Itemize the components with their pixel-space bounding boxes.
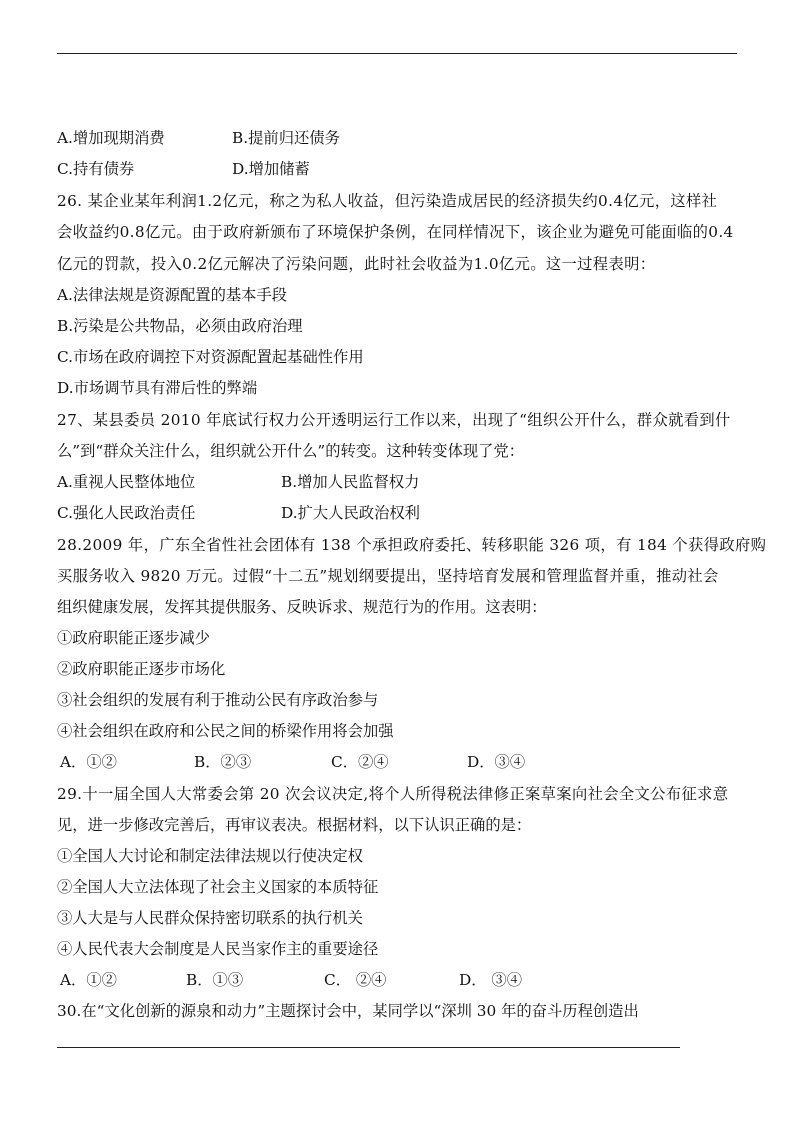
q26-option-a: A.法律法规是资源配置的基本手段: [57, 286, 288, 304]
q27-option-d: D.扩大人民政治权利: [281, 504, 420, 522]
q29-option-c: C． ②④: [324, 971, 387, 989]
q29-option-d: D． ③④: [459, 971, 523, 989]
q29-stem-line-2: 见，进一步修改完善后，再审议表决。根据材料，以下认识正确的是：: [57, 816, 532, 834]
q29-option-b: B．①③: [186, 971, 244, 989]
q28-statement-2: ②政府职能正逐步市场化: [57, 660, 226, 678]
q26-stem-line-3: 亿元的罚款，投入0.2亿元解决了污染问题，此时社会收益为1.0亿元。这一过程表明：: [57, 255, 656, 273]
q28-option-b: B．②③: [194, 753, 252, 771]
q29-statement-2: ②全国人大立法体现了社会主义国家的本质特征: [57, 878, 379, 896]
q29-statement-4: ④人民代表大会制度是人民当家作主的重要途径: [57, 940, 379, 958]
q29-stem-line-1: 29.十一届全国人大常委会第 20 次会议决定,将个人所得税法律修正案草案向社会全文公布征求意: [57, 785, 729, 803]
q28-statement-1: ①政府职能正逐步减少: [57, 629, 210, 647]
q25-option-b: B.提前归还债务: [232, 129, 340, 147]
q29-statement-3: ③人大是与人民群众保持密切联系的执行机关: [57, 909, 363, 927]
q25-option-c: C.持有债券: [57, 160, 135, 178]
q27-stem-line-2: 么”到“群众关注什么，组织就公开什么”的转变。这种转变体现了党：: [57, 442, 525, 460]
q27-stem-line-1: 27、某县委员 2010 年底试行权力公开透明运行工作以来，出现了“组织公开什么，群众就看到什: [57, 411, 731, 429]
q26-stem-line-1: 26. 某企业某年利润1.2亿元，称之为私人收益，但污染造成居民的经济损失约0.4亿元，这样社: [57, 192, 718, 210]
q28-stem-line-3: 组织健康发展，发挥其提供服务、反映诉求、规范行为的作用。这表明：: [57, 598, 547, 616]
q26-option-b: B.污染是公共物品，必须由政府治理: [57, 317, 303, 335]
q29-statement-1: ①全国人大讨论和制定法律法规以行使决定权: [57, 847, 363, 865]
q30-stem-line-1: 30.在“文化创新的源泉和动力”主题探讨会中，某同学以“深圳 30 年的奋斗历程创造出: [57, 1002, 639, 1020]
q27-option-a: A.重视人民整体地位: [57, 473, 196, 491]
footer-rule: [57, 1047, 680, 1048]
q26-option-c: C.市场在政府调控下对资源配置起基础性作用: [57, 348, 364, 366]
q27-option-c: C.强化人民政治责任: [57, 504, 196, 522]
q26-option-d: D.市场调节具有滞后性的弊端: [57, 379, 258, 397]
q28-statement-4: ④社会组织在政府和公民之间的桥梁作用将会加强: [57, 722, 394, 740]
q25-option-d: D.增加储蓄: [232, 160, 310, 178]
q28-stem-line-1: 28.2009 年，广东全省性社会团体有 138 个承担政府委托、转移职能 326 项，有 184 个获得政府购: [57, 536, 767, 554]
q28-option-d: D．③④: [467, 753, 526, 771]
q28-stem-line-2: 买服务收入 9820 万元。过假“十二五”规划纲要提出，坚持培育发展和管理监督并重，推动社会: [57, 567, 719, 585]
q29-option-a: A．①②: [60, 971, 117, 989]
q28-option-c: C．②④: [331, 753, 389, 771]
q25-option-a: A.增加现期消费: [57, 129, 165, 147]
q28-option-a: A．①②: [60, 753, 117, 771]
header-rule: [57, 53, 737, 54]
q27-option-b: B.增加人民监督权力: [281, 473, 420, 491]
q26-stem-line-2: 会收益约0.8亿元。由于政府新颁布了环境保护条例，在同样情况下，该企业为避免可能面临的0.4: [57, 223, 734, 241]
q28-statement-3: ③社会组织的发展有利于推动公民有序政治参与: [57, 691, 379, 709]
